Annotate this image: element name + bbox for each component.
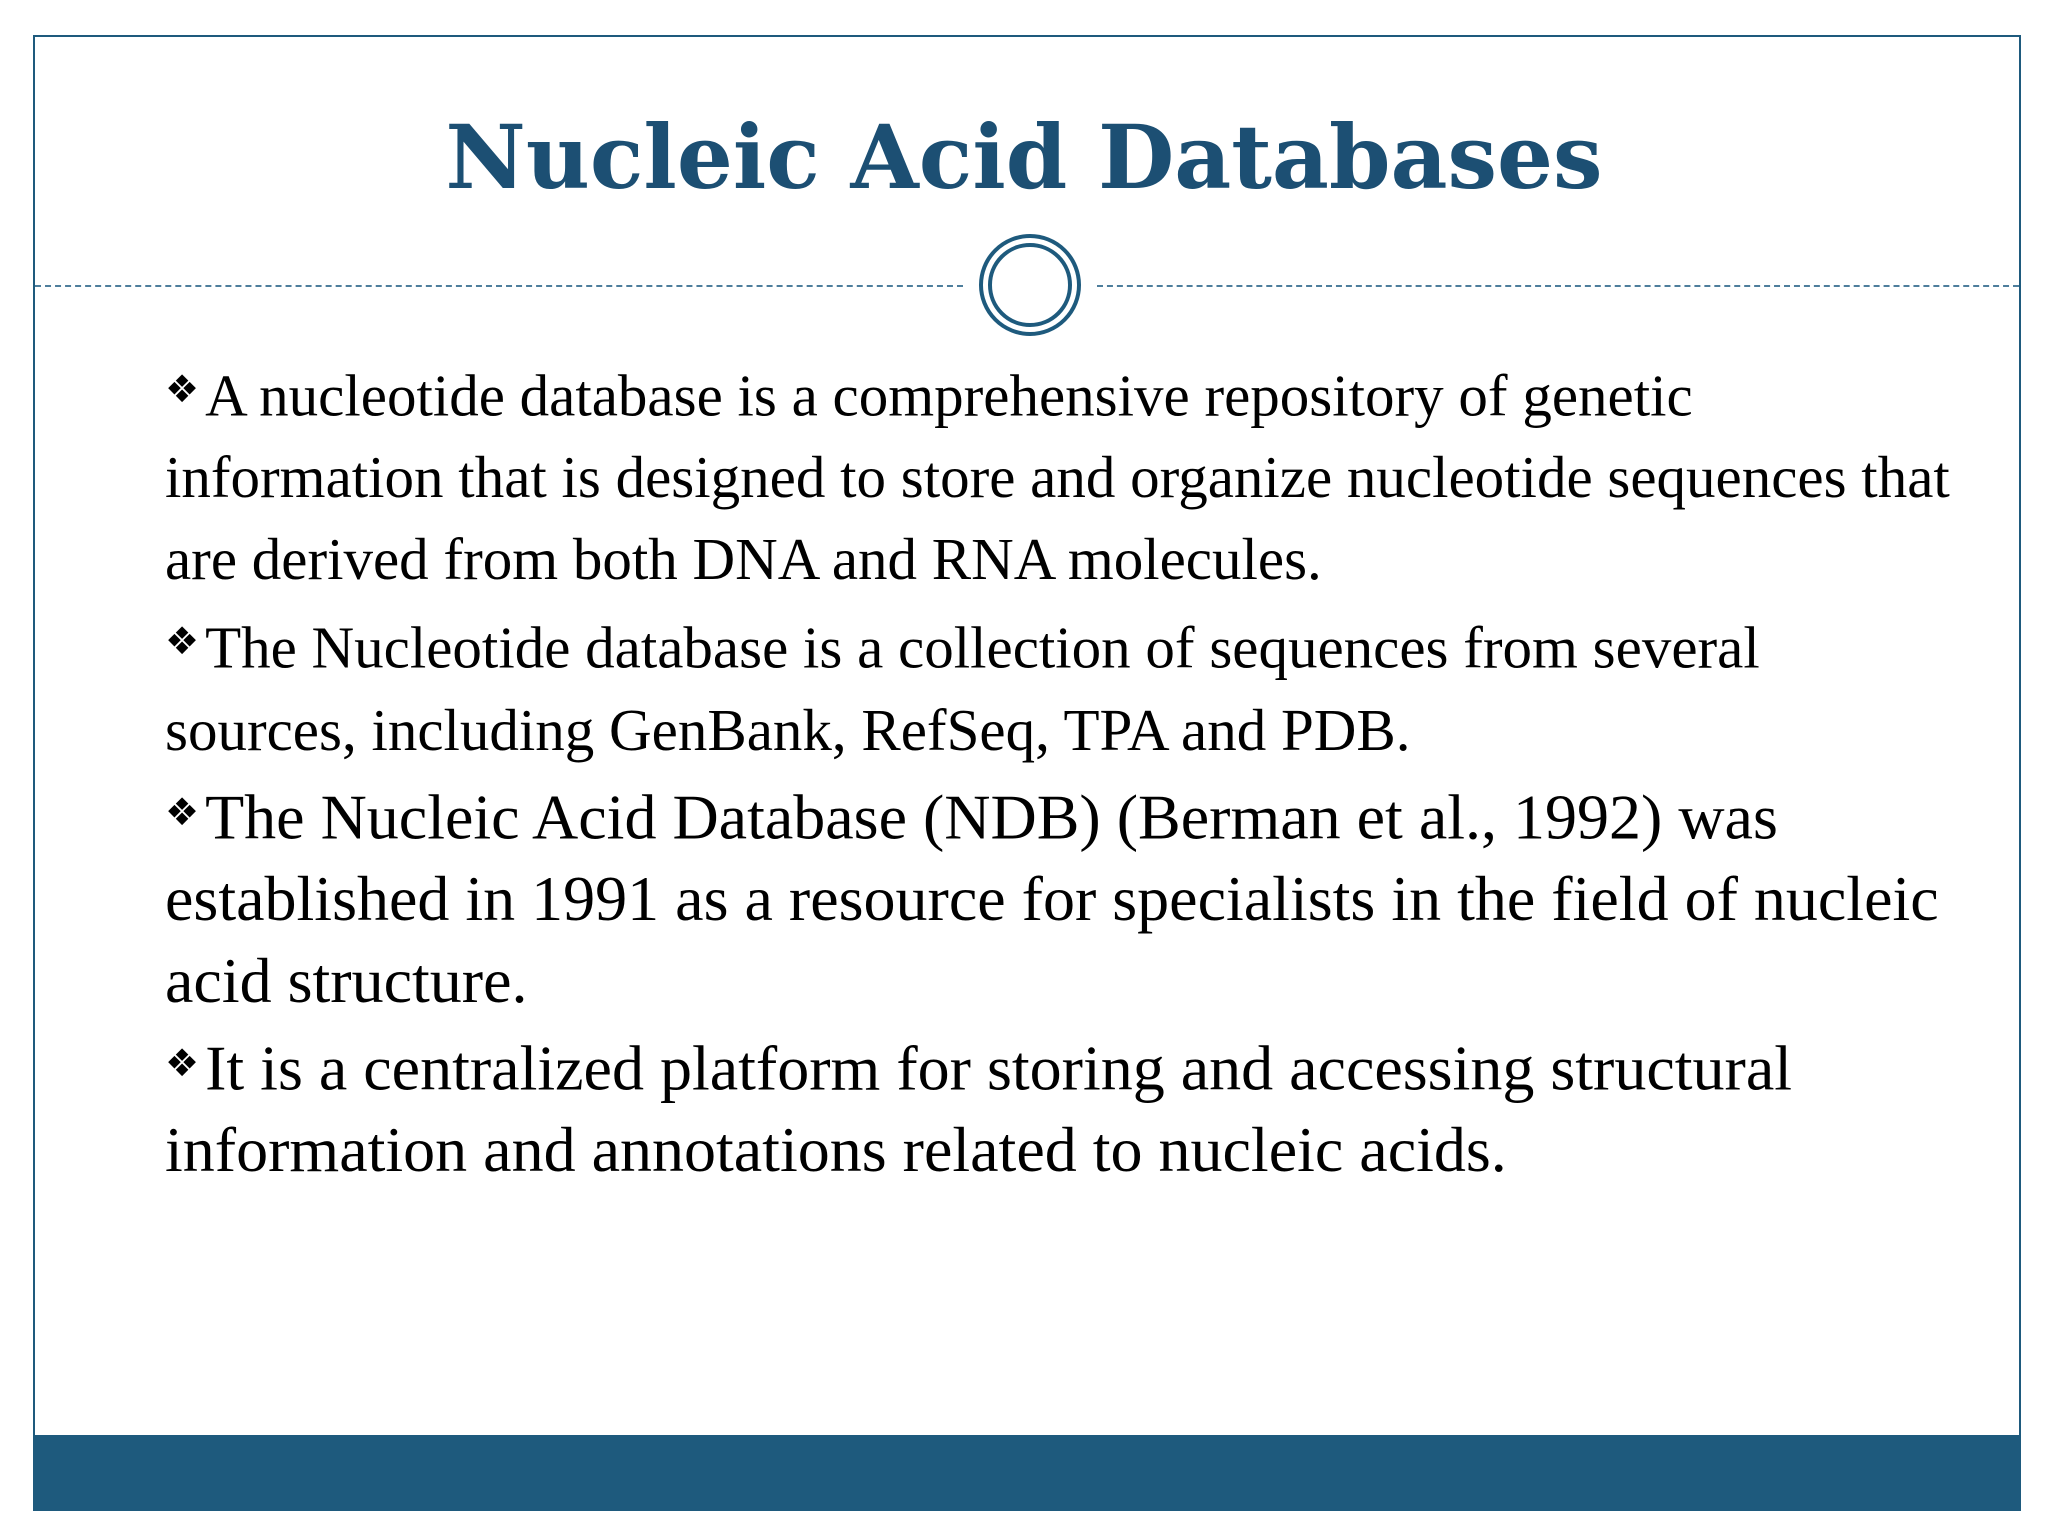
circle-ornament-icon: [977, 232, 1083, 338]
bullet-text: It is a centralized platform for storing and accessing structural information and annotations related to nucleic acids.: [165, 1032, 1793, 1186]
bullet-text: The Nucleotide database is a collection of sequences from several sources, including GenBank, RefSeq, TPA and PDB.: [165, 614, 1760, 763]
bullet-item: [165, 1022, 1955, 1191]
title-divider-right: [1097, 285, 2019, 287]
diamond-bullet-icon: ❖: [165, 619, 200, 664]
footer-bar: [33, 1435, 2021, 1511]
bullet-item: [165, 348, 1955, 600]
title-divider-left: [35, 285, 963, 287]
bullet-item: [165, 600, 1955, 770]
bullet-text: A nucleotide database is a comprehensive repository of genetic information that is designed to store and organize nucleotide sequences that are derived from both DNA and RNA molecules.: [165, 362, 1950, 593]
diamond-bullet-icon: ❖: [165, 1040, 200, 1085]
slide-title: Nucleic Acid Databases: [445, 105, 1603, 209]
bullet-text: The Nucleic Acid Database (NDB) (Berman et al., 1992) was established in 1991 as a resource for specialists in the field of nucleic acid structure.: [165, 780, 1939, 1016]
bullet-list: [165, 348, 1955, 1191]
diamond-bullet-icon: ❖: [165, 367, 200, 411]
diamond-bullet-icon: ❖: [165, 789, 200, 834]
bullet-item: [165, 771, 1955, 1022]
